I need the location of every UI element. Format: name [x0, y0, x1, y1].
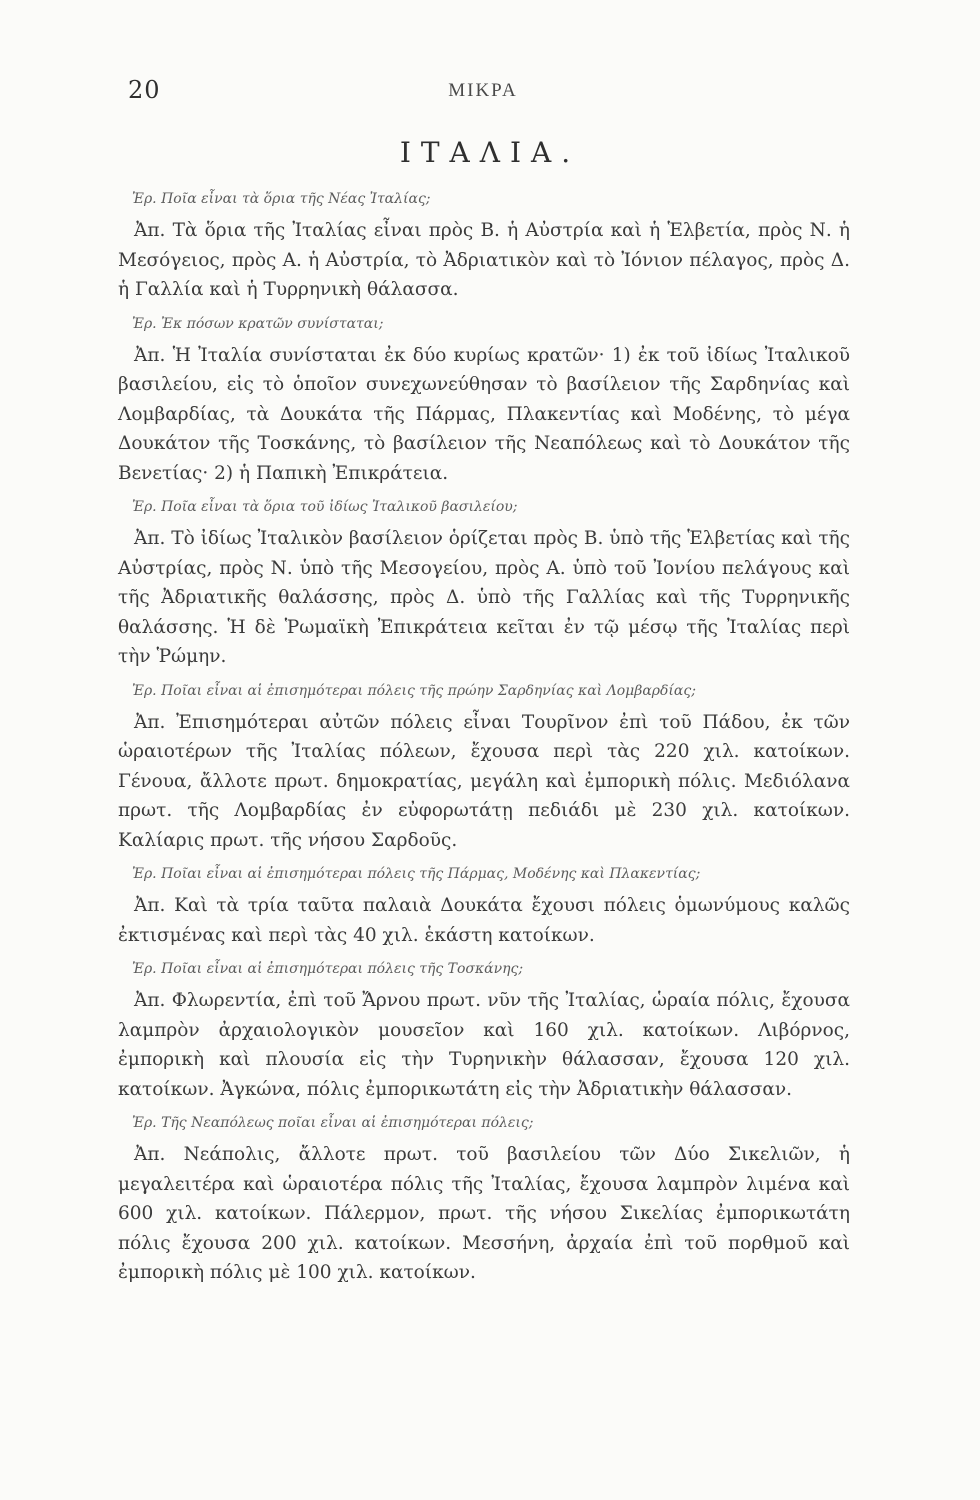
answer: Ἀπ. Φλωρεντία, ἐπὶ τοῦ Ἄρνου πρωτ. νῦν τῆς Ἰταλίας, ὡραία πόλις, ἔχουσα λαμπρὸν ἀρχαιολογικὸν μουσεῖον καὶ 160 χιλ. κατοίκων. Λιβόρνος, ἐμπορικὴ καὶ πλουσία εἰς τὴν Τυρηνικὴν θάλασσαν, ἔχουσα 120 χιλ. κατοίκων. Ἀγκώνα, πόλις ἐμπορικωτάτη εἰς τὴν Ἀδριατικὴν θάλασσαν. — [118, 990, 850, 1100]
question: Ἐρ. Ἐκ πόσων κρατῶν συνίσταται; — [132, 315, 384, 332]
page-header — [118, 70, 848, 110]
question: Ἐρ. Ποῖαι εἶναι αἱ ἐπισημότεραι πόλεις τῆς πρώην Σαρδηνίας καὶ Λομβαρδίας; — [132, 682, 696, 699]
question: Ἐρ. Ποῖαι εἶναι αἱ ἐπισημότεραι πόλεις τῆς Πάρμας, Μοδένης καὶ Πλακεντίας; — [132, 866, 701, 882]
running-head: ΜΙΚΡΑ — [448, 80, 518, 101]
question: Ἐρ. Ποῖαι εἶναι αἱ ἐπισημότεραι πόλεις τῆς Τοσκάνης; — [132, 961, 524, 977]
question: Ἐρ. Ποῖα εἶναι τὰ ὅρια τῆς Νέας Ἰταλίας; — [132, 191, 431, 207]
question: Ἐρ. Τῆς Νεαπόλεως ποῖαι εἶναι αἱ ἐπισημότεραι πόλεις; — [132, 1115, 534, 1131]
answer: Ἀπ. Νεάπολις, ἄλλοτε πρωτ. τοῦ βασιλείου τῶν Δύο Σικελιῶν, ἡ μεγαλειτέρα καὶ ὡραιοτέρα πόλις τῆς Ἰταλίας, ἔχουσα λαμπρὸν λιμένα καὶ 600 χιλ. κατοίκων. Πάλερμον, πρωτ. τῆς νήσου Σικελίας ἐμπορικωτάτη πόλις ἔχουσα 200 χιλ. κατοίκων. Μεσσήνη, ἀρχαία ἐπὶ τοῦ πορθμοῦ καὶ ἐμπορικὴ πόλις μὲ 100 χιλ. κατοίκων. — [118, 1144, 850, 1283]
question: Ἐρ. Ποῖα εἶναι τὰ ὅρια τοῦ ἰδίως Ἰταλικοῦ βασιλείου; — [132, 499, 518, 515]
page-number: 20 — [128, 76, 161, 104]
answer: Ἀπ. Ἡ Ἰταλία συνίσταται ἐκ δύο κυρίως κρατῶν· 1) ἐκ τοῦ ἰδίως Ἰταλικοῦ βασιλείου, εἰς τὸ ὁποῖον συνεχωνεύθησαν τὸ βασίλειον τῆς Σαρδηνίας καὶ Λομβαρδίας, τὰ Δουκάτα τῆς Πάρμας, Πλακεντίας καὶ Μοδένης, τὸ μέγα Δουκάτον τῆς Τοσκάνης, τὸ βασίλειον τῆς Νεαπόλεως καὶ τὸ Δουκάτον τῆς Βενετίας· 2) ἡ Παπικὴ Ἐπικράτεια. — [118, 344, 850, 484]
answer: Ἀπ. Καὶ τὰ τρία ταῦτα παλαιὰ Δουκάτα ἔχουσι πόλεις ὁμωνύμους καλῶς ἐκτισμένας καὶ περὶ τὰς 40 χιλ. ἑκάστη κατοίκων. — [118, 895, 850, 946]
answer: Ἀπ. Ἐπισημότεραι αὐτῶν πόλεις εἶναι Τουρῖνον ἐπὶ τοῦ Πάδου, ἐκ τῶν ὡραιοτέρων τῆς Ἰταλίας πόλεων, ἔχουσα περὶ τὰς 220 χιλ. κατοίκων. Γένουα, ἄλλοτε πρωτ. δημοκρατίας, μεγάλη καὶ ἐμπορικὴ πόλις. Μεδιόλανα πρωτ. τῆς Λομβαρδίας ἐν εὐφορωτάτῃ πεδιάδι μὲ 230 χιλ. κατοίκων. Καλίαρις πρωτ. τῆς νήσου Σαρδοῦς. — [118, 711, 850, 851]
answer: Ἀπ. Τὸ ἰδίως Ἰταλικὸν βασίλειον ὁρίζεται πρὸς Β. ὑπὸ τῆς Ἑλβετίας καὶ τῆς Αὐστρίας, πρὸς Ν. ὑπὸ τῆς Μεσογείου, πρὸς Α. ὑπὸ τοῦ Ἰονίου πελάγους καὶ τῆς Ἀδριατικῆς θαλάσσης, πρὸς Δ. ὑπὸ τῆς Γαλλίας καὶ τῆς Τυρρηνικῆς θαλάσσης. Ἡ δὲ Ῥωμαϊκὴ Ἐπικράτεια κεῖται ἐν τῷ μέσῳ τῆς Ἰταλίας περὶ τὴν Ῥώμην. — [118, 528, 850, 667]
page-body — [118, 188, 850, 1296]
answer: Ἀπ. Τὰ ὅρια τῆς Ἰταλίας εἶναι πρὸς Β. ἡ Αὐστρία καὶ ἡ Ἑλβετία, πρὸς Ν. ἡ Μεσόγειος, πρὸς Α. ἡ Αὐστρία, τὸ Ἀδριατικὸν καὶ τὸ Ἰόνιον πέλαγος, πρὸς Δ. ἡ Γαλλία καὶ ἡ Τυρρηνικὴ θάλασσα. — [118, 220, 850, 300]
chapter-title: ΙΤΑΛΙΑ. — [399, 136, 581, 169]
